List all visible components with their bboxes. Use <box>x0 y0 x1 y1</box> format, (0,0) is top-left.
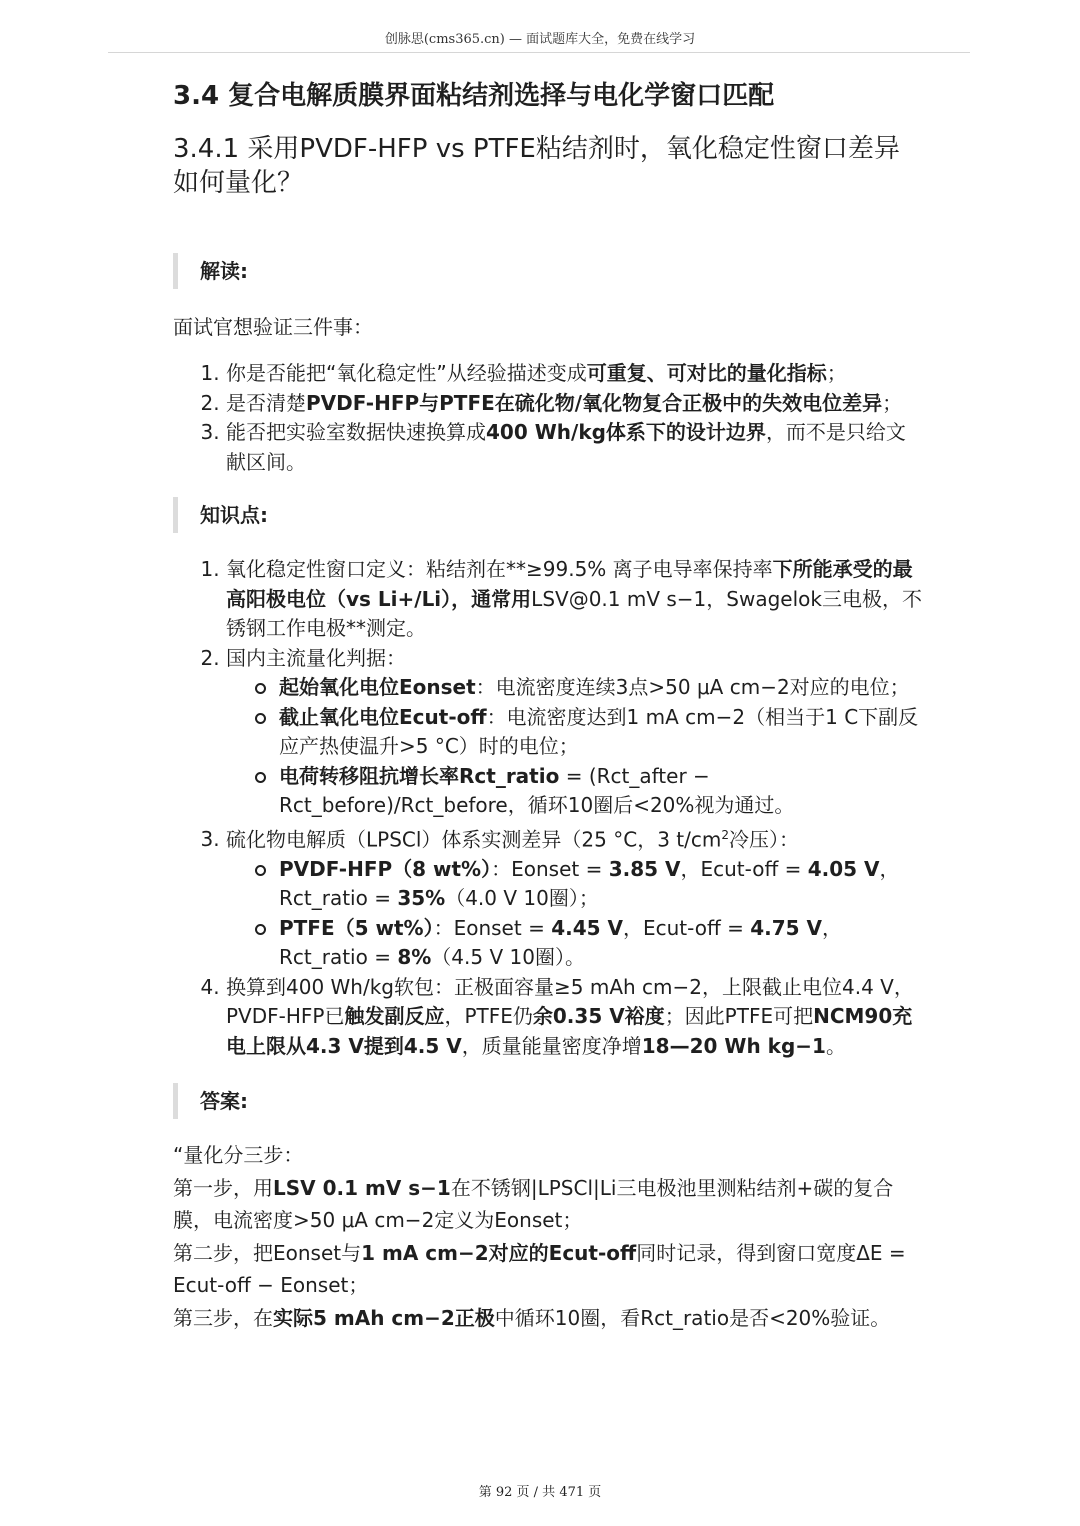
list-item: 3. 硫化物电解质（LPSCl）体系实测差异（25 °C，3 $t/cm^2$冷压）： PVDF-HFP（8 wt%）：Eonset = 3.85 V，Ecut-off = 4.05 V，Rct_ratio = 35%（4.0 V 10圈）； PTFE（5 wt%）：Eonset = 4.45 V，Ecut-off = 4.75 V，Rct_ratio = 8%（4.5 V 10圈）。 <box>226 821 925 973</box>
criteria-list <box>226 673 925 821</box>
list-item: 2. 是否清楚PVDF-HFP与PTFE在硫化物/氧化物复合正极中的失效电位差异； <box>226 389 925 419</box>
sub-list-item: 截止氧化电位Ecut-off：电流密度达到1 mA cm−2（相当于1 C下副反应产热使温升>5 °C）时的电位； <box>279 703 925 762</box>
sub-list-item-pvdf: PVDF-HFP（8 wt%）：Eonset = 3.85 V，Ecut-off = 4.05 V，Rct_ratio = 35%（4.0 V 10圈）； <box>279 855 925 914</box>
list-item: 4. 换算到400 Wh/kg软包：正极面容量≥5 mAh cm−2，上限截止电位4.4 V，PVDF-HFP已触发副反应，PTFE仍余0.35 V裕度；因此PTFE可把NCM90充电上限从4.3 V提到4.5 V，质量能量密度净增18—20 Wh kg−1。 <box>226 973 925 1062</box>
section-title: 3.4 复合电解质膜界面粘结剂选择与电化学窗口匹配 <box>173 81 775 111</box>
binder-results-list <box>226 855 925 973</box>
list-item: 1. 氧化稳定性窗口定义：粘结剂在**≥99.5% 离子电导率保持率下所能承受的最高阳极电位（vs Li+/Li），通常用LSV@0.1 mV s−1，Swagelok三电极，不锈钢工作电极**测定。 <box>226 555 925 644</box>
sub-list-item-ptfe: PTFE（5 wt%）：Eonset = 4.45 V，Ecut-off = 4.75 V，Rct_ratio = 8%（4.5 V 10圈）。 <box>279 914 925 973</box>
knowledge-heading: 知识点: <box>173 497 925 533</box>
answer-step-2: 第二步，把Eonset与1 mA cm−2对应的Ecut-off同时记录，得到窗口宽度ΔE = Ecut-off − Eonset； <box>173 1240 906 1298</box>
list-item: 3. 能否把实验室数据快速换算成400 Wh/kg体系下的设计边界，而不是只给文献区间。 <box>226 418 925 477</box>
page-footer: 第 92 页 / 共 471 页 <box>478 1485 602 1500</box>
question-title: 3.4.1 采用PVDF-HFP vs PTFE粘结剂时，氧化稳定性窗口差异如何量化？ <box>173 134 900 198</box>
answer-heading: 答案: <box>173 1083 925 1119</box>
answer-body <box>173 1139 925 1334</box>
answer-step-3: 第三步，在实际5 mAh cm−2正极中循环10圈，看Rct_ratio是否<20%验证。 <box>173 1305 891 1330</box>
sub-list-item: 起始氧化电位Eonset：电流密度连续3点>50 μA cm−2对应的电位； <box>279 673 925 703</box>
page-header: 创脉思(cms365.cn) — 面试题库大全，免费在线学习 <box>384 32 696 47</box>
knowledge-list <box>173 555 925 1061</box>
interpretation-heading: 解读: <box>173 253 925 289</box>
interpretation-list <box>173 359 925 477</box>
answer-open: “量化分三步： <box>173 1143 304 1168</box>
document-body <box>173 78 925 1334</box>
sub-list-item: 电荷转移阻抗增长率Rct_ratio = (Rct_after − Rct_before)/Rct_before，循环10圈后<20%视为通过。 <box>279 762 925 821</box>
interpretation-intro: 面试官想验证三件事： <box>173 315 373 339</box>
list-item: 2. 国内主流量化判据： 起始氧化电位Eonset：电流密度连续3点>50 μA cm−2对应的电位； 截止氧化电位Ecut-off：电流密度达到1 mA cm−2（相当于1 C下副反应产热使温升>5 °C）时的电位； 电荷转移阻抗增长率Rct_ratio = (Rct_after − Rct_before)/Rct_before，循环10圈后<20%视为通过。 <box>226 644 925 821</box>
list-item: 1. 你是否能把“氧化稳定性”从经验描述变成可重复、可对比的量化指标； <box>226 359 925 389</box>
header-divider <box>108 52 970 53</box>
answer-step-1: 第一步，用LSV 0.1 mV s−1在不锈钢|LPSCl|Li三电极池里测粘结剂+碳的复合膜，电流密度>50 μA cm−2定义为Eonset； <box>173 1175 894 1233</box>
